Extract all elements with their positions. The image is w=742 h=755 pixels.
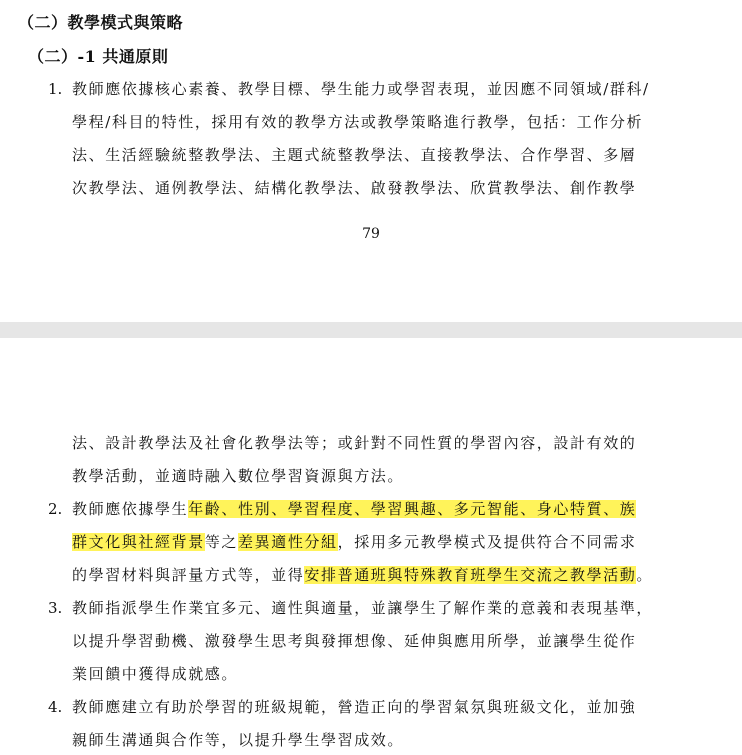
item-number-2: 2. xyxy=(48,500,63,518)
document-page-bottom xyxy=(0,338,742,755)
item-number-3: 3. xyxy=(48,599,63,617)
item-2-text: 的學習材料與評量方式等，並得 xyxy=(72,566,305,584)
highlighted-text: 差異適性分組 xyxy=(238,533,338,551)
item-4-line-1: 教師應建立有助於學習的班級規範，營造正向的學習氣氛與班級文化，並加強 xyxy=(72,698,637,716)
item-2-line-1 xyxy=(72,498,636,520)
item-2-text: 教師應依據學生 xyxy=(72,500,189,518)
item-1-continued-line-1: 法、設計教學法及社會化教學法等；或針對不同性質的學習內容，設計有效的 xyxy=(72,434,637,452)
item-number-4: 4. xyxy=(48,698,63,716)
document-page-top xyxy=(0,0,742,322)
item-1-line-3: 法、生活經驗統整教學法、主題式統整教學法、直接教學法、合作學習、多層 xyxy=(72,146,637,164)
highlighted-text: 群文化與社經背景 xyxy=(72,533,205,551)
subsection-heading: （二）-1 共通原則 xyxy=(28,47,169,66)
item-1-line-2: 學程/科目的特性，採用有效的教學方法或教學策略進行教學，包括：工作分析 xyxy=(72,113,644,131)
highlighted-text: 年齡、性別、學習程度、學習興趣、多元智能、身心特質、族 xyxy=(188,500,637,518)
item-3-line-3: 業回饋中獲得成就感。 xyxy=(72,665,239,683)
highlighted-text: 安排普通班與特殊教育班學生交流之教學活動 xyxy=(304,566,637,584)
page-separator xyxy=(0,322,742,338)
item-2-text: ，採用多元教學模式及提供符合不同需求 xyxy=(337,533,637,551)
item-3-line-2: 以提升學習動機、激發學生思考與發揮想像、延伸與應用所學，並讓學生從作 xyxy=(72,632,637,650)
item-2-line-2 xyxy=(72,531,636,553)
item-4-line-2: 親師生溝通與合作等，以提升學生學習成效。 xyxy=(72,731,405,749)
section-heading: （二）教學模式與策略 xyxy=(18,13,184,32)
item-3-line-1: 教師指派學生作業宜多元、適性與適量，並讓學生了解作業的意義和表現基準， xyxy=(72,599,654,617)
item-number-1: 1. xyxy=(48,80,63,98)
item-1-line-4: 次教學法、通例教學法、結構化教學法、啟發教學法、欣賞教學法、創作教學 xyxy=(72,179,637,197)
item-2-text: 。 xyxy=(636,566,654,584)
page-number: 79 xyxy=(362,226,380,242)
item-2-line-3 xyxy=(72,564,653,586)
item-2-text: 等之 xyxy=(204,533,239,551)
item-1-continued-line-2: 教學活動，並適時融入數位學習資源與方法。 xyxy=(72,467,405,485)
item-1-line-1: 教師應依據核心素養、教學目標、學生能力或學習表現，並因應不同領域/群科/ xyxy=(72,80,650,98)
